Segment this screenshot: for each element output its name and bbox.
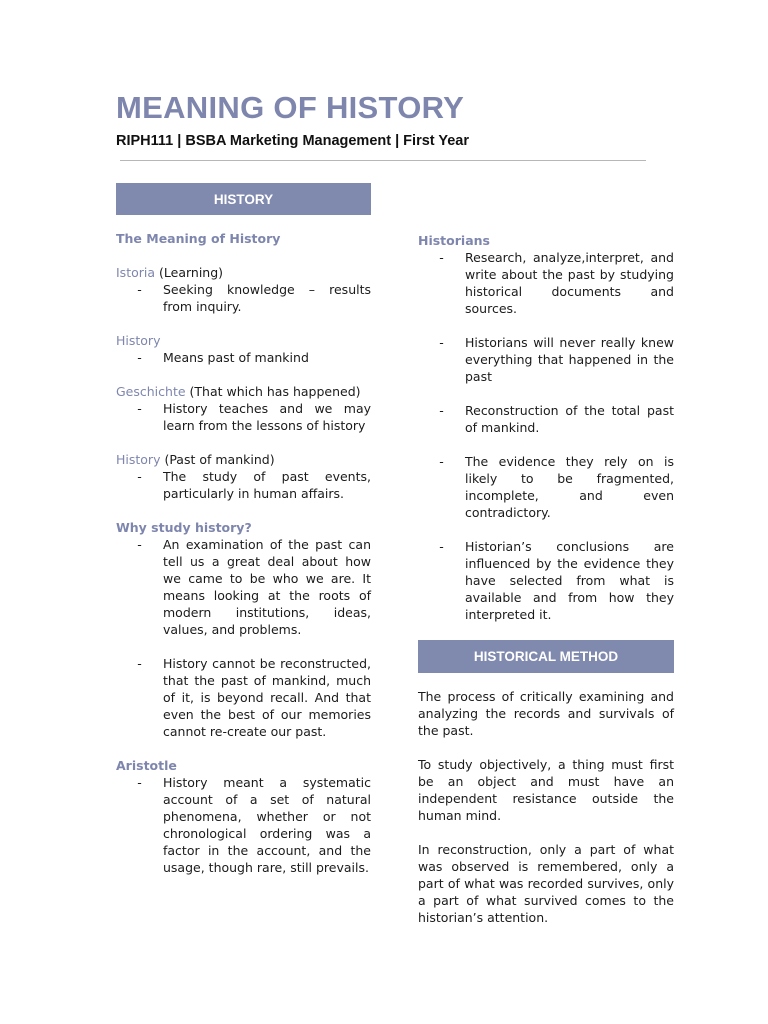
term-note: (Learning): [155, 265, 224, 280]
bullet-list: [116, 349, 371, 366]
term-label: Geschichte: [116, 384, 186, 399]
paragraph: To study objectively, a thing must first be an object and must have an independent resistance outside the human mind.: [418, 757, 674, 823]
bullet-list: [116, 400, 371, 434]
list-item: - The evidence they rely on is likely to be fragmented, incomplete, and even contradictory.: [439, 454, 674, 520]
list-item-text: The study of past events, particularly in human affairs.: [163, 469, 371, 501]
list-item: - Reconstruction of the total past of mankind.: [439, 403, 674, 435]
term-geschichte: [116, 383, 371, 400]
list-item-text: Historians will never really knew everything that happened in the past: [465, 335, 674, 384]
bullet-list: [418, 249, 674, 623]
section-band-label: HISTORY: [213, 191, 274, 207]
list-item: - Historian’s conclusions are influenced by the evidence they have selected from what is available and from how they interpreted it.: [439, 539, 674, 622]
term-label: Istoria: [116, 265, 156, 280]
list-item-text: Means past of mankind: [163, 350, 309, 365]
section-heading: The Meaning of History: [116, 231, 281, 246]
term-history-past: [116, 451, 371, 468]
term-note: (Past of mankind): [160, 452, 275, 467]
list-item: - An examination of the past can tell us a great deal about how we came to be who we are. It means looking at the roots of modern institutions, ideas, values, and problems.: [137, 537, 371, 637]
list-item-text: History meant a systematic account of a set of natural phenomena, whether or not chronological ordering was a factor in the account, and the usage, though rare, still prevails.: [163, 775, 371, 875]
section-band-history: [116, 183, 371, 215]
why-study-heading: Why study history?: [116, 520, 252, 535]
section-band-historical-method: [418, 640, 674, 673]
list-item: - History cannot be reconstructed, that the past of mankind, much of it, is beyond recall. And that even the best of our memories cannot re-create our past.: [137, 656, 371, 739]
list-item-text: Seeking knowledge – results from inquiry.: [163, 282, 371, 314]
section-band-label: HISTORICAL METHOD: [473, 649, 619, 664]
list-item: - Research, analyze,interpret, and write about the past by studying historical documents and sources.: [439, 250, 674, 316]
list-item-text: The evidence they rely on is likely to be fragmented, incomplete, and even contradictory.: [465, 454, 674, 520]
left-column: [116, 230, 371, 876]
aristotle-heading: Aristotle: [116, 758, 177, 773]
list-item-text: Historian’s conclusions are influenced by the evidence they have selected from what is available and from how they interpreted it.: [465, 539, 674, 622]
page-title: MEANING OF HISTORY: [116, 90, 465, 125]
header-divider: [120, 160, 646, 161]
list-item: - History teaches and we may learn from the lessons of history: [137, 401, 371, 433]
list-item-text: Research, analyze,interpret, and write about the past by studying historical documents and sources.: [465, 250, 674, 316]
method-paragraphs: [418, 688, 674, 926]
list-item: - History meant a systematic account of a set of natural phenomena, whether or not chronological ordering was a factor in the account, and the usage, though rare, still prevails.: [137, 775, 371, 875]
list-item: - Historians will never really knew everything that happened in the past: [439, 335, 674, 384]
list-item-text: History teaches and we may learn from the lessons of history: [163, 401, 371, 433]
term-istoria: [116, 264, 371, 281]
right-column: [418, 232, 674, 623]
historians-heading: Historians: [418, 233, 490, 248]
list-item: - The study of past events, particularly in human affairs.: [137, 469, 371, 501]
bullet-list: [116, 281, 371, 315]
bullet-list: [116, 536, 371, 740]
bullet-list: [116, 774, 371, 876]
term-note: (That which has happened): [185, 384, 361, 399]
list-item-text: An examination of the past can tell us a great deal about how we came to be who we are. It means looking at the roots of modern institutions, ideas, values, and problems.: [163, 537, 371, 637]
course-subtitle: RIPH111 | BSBA Marketing Management | First Year: [116, 133, 470, 149]
paragraph: In reconstruction, only a part of what was observed is remembered, only a part of what was recorded survives, only a part of what survived comes to the historian’s attention.: [418, 842, 674, 925]
list-item-text: History cannot be reconstructed, that the past of mankind, much of it, is beyond recall. And that even the best of our memories cannot re-create our past.: [163, 656, 371, 739]
list-item: - Seeking knowledge – results from inquiry.: [137, 282, 371, 314]
term-label: History: [116, 452, 161, 467]
term-history: [116, 332, 371, 349]
paragraph: The process of critically examining and analyzing the records and survivals of the past.: [418, 689, 674, 738]
bullet-list: [116, 468, 371, 502]
term-label: History: [116, 333, 161, 348]
list-item-text: Reconstruction of the total past of mankind.: [465, 403, 674, 435]
list-item: - Means past of mankind: [116, 349, 371, 366]
